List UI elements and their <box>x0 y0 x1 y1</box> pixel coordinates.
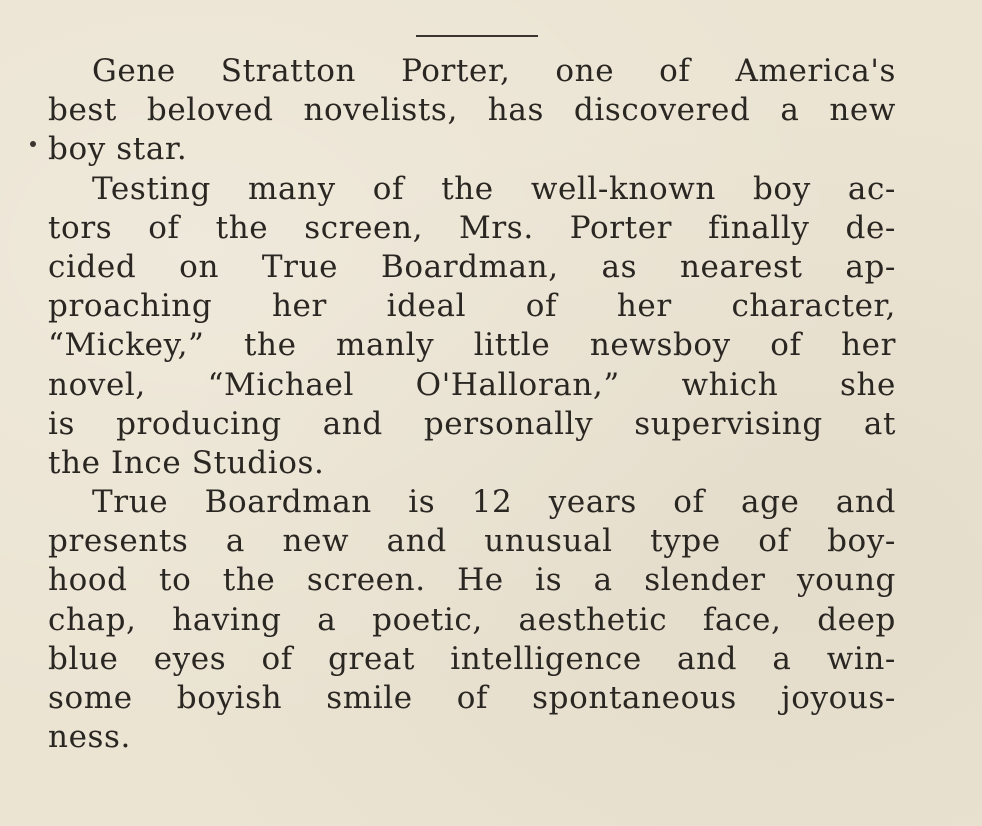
article-line: boy star. <box>48 131 188 168</box>
article-line: chap, having a poetic, aesthetic face, deep <box>48 601 896 638</box>
article-line: hood to the screen. He is a slender young <box>48 562 896 599</box>
article-body <box>48 52 896 757</box>
article-line: the Ince Studios. <box>48 444 325 481</box>
article-line: presents a new and unusual type of boy- <box>48 523 896 560</box>
article-line: blue eyes of great intelligence and a win- <box>48 640 896 677</box>
article-line: Gene Stratton Porter, one of America's <box>92 53 896 89</box>
article-line: is producing and personally supervising at <box>48 405 896 442</box>
article-line: novel, “Michael O'Halloran,” which she <box>48 366 896 403</box>
column-divider-rule <box>416 35 538 37</box>
article-line: proaching her ideal of her character, <box>48 288 896 325</box>
article-line: some boyish smile of spontaneous joyous- <box>48 680 896 716</box>
article-line: best beloved novelists, has discovered a new <box>48 92 896 129</box>
article-line: “Mickey,” the manly little newsboy of her <box>48 327 896 364</box>
article-line: True Boardman is 12 years of age and <box>92 484 896 521</box>
article-line: Testing many of the well-known boy ac- <box>92 170 896 207</box>
article-line: ness. <box>48 719 131 756</box>
article-line: tors of the screen, Mrs. Porter finally de- <box>48 209 896 246</box>
article-line: cided on True Boardman, as nearest ap- <box>48 248 896 285</box>
ink-speck <box>30 141 36 147</box>
